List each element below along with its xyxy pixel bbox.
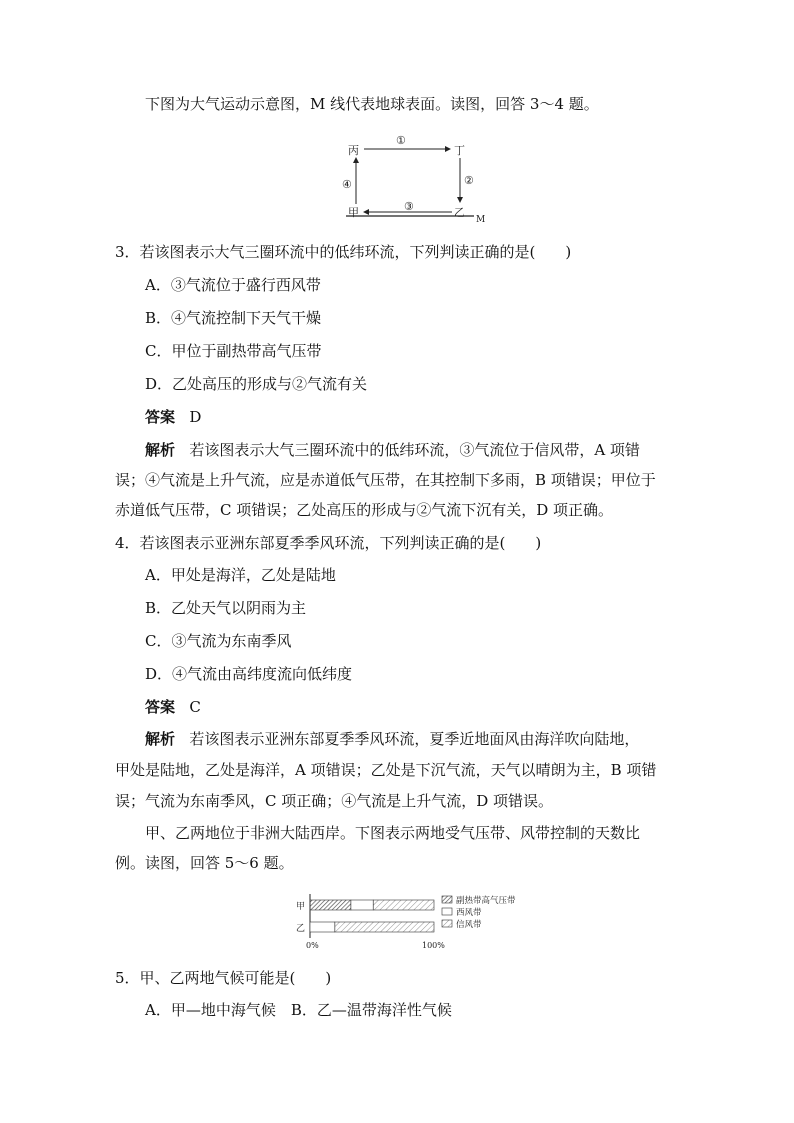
- q3-analysis-label: 解析: [145, 441, 176, 459]
- q3-option-c: C．甲位于副热带高气压带: [145, 342, 322, 360]
- label-flow-3: ③: [404, 200, 414, 213]
- intro-question-3-4: 下图为大气运动示意图，M 线代表地球表面。读图，回答 3～4 题。: [145, 95, 599, 113]
- x-tick-label-end: 100%: [422, 941, 445, 950]
- label-flow-2: ②: [464, 174, 474, 187]
- circulation-diagram: [340, 132, 500, 224]
- category-label-2: 乙: [296, 924, 306, 934]
- label-flow-1: ①: [396, 134, 406, 147]
- pressure-wind-days-chart: [292, 890, 542, 952]
- q3-option-d: D．乙处高压的形成与②气流有关: [145, 375, 368, 393]
- bar-甲-series-1: [310, 900, 351, 910]
- q3-answer-label: 答案: [145, 408, 176, 426]
- label-bing: 丙: [348, 144, 359, 157]
- q4-analysis-label: 解析: [145, 730, 176, 748]
- q4-option-a: A．甲处是海洋，乙处是陆地: [145, 566, 336, 584]
- q4-answer: [145, 697, 201, 717]
- q3-stem: 3．若该图表示大气三圈环流中的低纬环流，下列判读正确的是( ): [115, 243, 572, 261]
- legend-swatch-2: [442, 908, 452, 915]
- q3-answer-value: D: [189, 408, 202, 426]
- intro-question-5-6-line-1: 甲、乙两地位于非洲大陆西岸。下图表示两地受气压带、风带控制的天数比: [145, 824, 641, 842]
- q3-option-b: B．④气流控制下天气干燥: [145, 309, 322, 327]
- q4-answer-value: C: [189, 698, 201, 716]
- legend-swatch-1: [442, 896, 452, 903]
- q4-analysis-text-1: 若该图表示亚洲东部夏季季风环流，夏季近地面风由海洋吹向陆地，: [189, 730, 640, 748]
- bar-甲-series-3: [373, 900, 434, 910]
- q4-option-b: B．乙处天气以阴雨为主: [145, 599, 307, 617]
- bar-甲-series-2: [351, 900, 373, 910]
- legend-label-1: 副热带高气压带: [456, 896, 516, 906]
- label-yi: 乙: [454, 206, 465, 219]
- q3-analysis-line-2: 误；④气流是上升气流，应是赤道低气压带，在其控制下多雨，B 项错误；甲位于: [115, 471, 656, 489]
- q5-option-line: A．甲—地中海气候 B．乙—温带海洋性气候: [145, 1001, 452, 1019]
- q3-analysis-line-1: [145, 440, 640, 460]
- intro-question-5-6-line-2: 例。读图，回答 5～6 题。: [115, 854, 294, 872]
- q4-answer-label: 答案: [145, 698, 176, 716]
- label-jia: 甲: [348, 206, 359, 219]
- q4-option-c: C．③气流为东南季风: [145, 632, 292, 650]
- q4-option-d: D．④气流由高纬度流向低纬度: [145, 665, 353, 683]
- label-flow-4: ④: [342, 178, 352, 191]
- q4-stem: 4．若该图表示亚洲东部夏季季风环流，下列判读正确的是( ): [115, 534, 542, 552]
- bar-乙-series-3: [335, 922, 434, 932]
- q4-analysis-line-1: [145, 729, 639, 749]
- bar-乙-series-2: [310, 922, 335, 932]
- q3-analysis-text-1: 若该图表示大气三圈环流中的低纬环流，③气流位于信风带，A 项错: [189, 441, 640, 459]
- legend-label-2: 西风带: [456, 908, 482, 918]
- q3-analysis-line-3: 赤道低气压带，C 项错误；乙处高压的形成与②气流下沉有关，D 项正确。: [115, 501, 614, 519]
- legend-swatch-3: [442, 920, 452, 927]
- q5-stem: 5．甲、乙两地气候可能是( ): [115, 969, 332, 987]
- label-ding: 丁: [454, 144, 465, 157]
- q3-option-a: A．③气流位于盛行西风带: [145, 276, 321, 294]
- q3-answer: [145, 407, 201, 427]
- category-label-1: 甲: [296, 902, 306, 912]
- q4-analysis-line-3: 误；气流为东南季风，C 项正确；④气流是上升气流，D 项错误。: [115, 792, 554, 810]
- x-tick-label-start: 0%: [306, 941, 319, 950]
- legend-label-3: 信风带: [456, 920, 482, 930]
- q4-analysis-line-2: 甲处是陆地，乙处是海洋，A 项错误；乙处是下沉气流，天气以晴朗为主，B 项错: [115, 761, 657, 779]
- label-M: M: [476, 215, 486, 224]
